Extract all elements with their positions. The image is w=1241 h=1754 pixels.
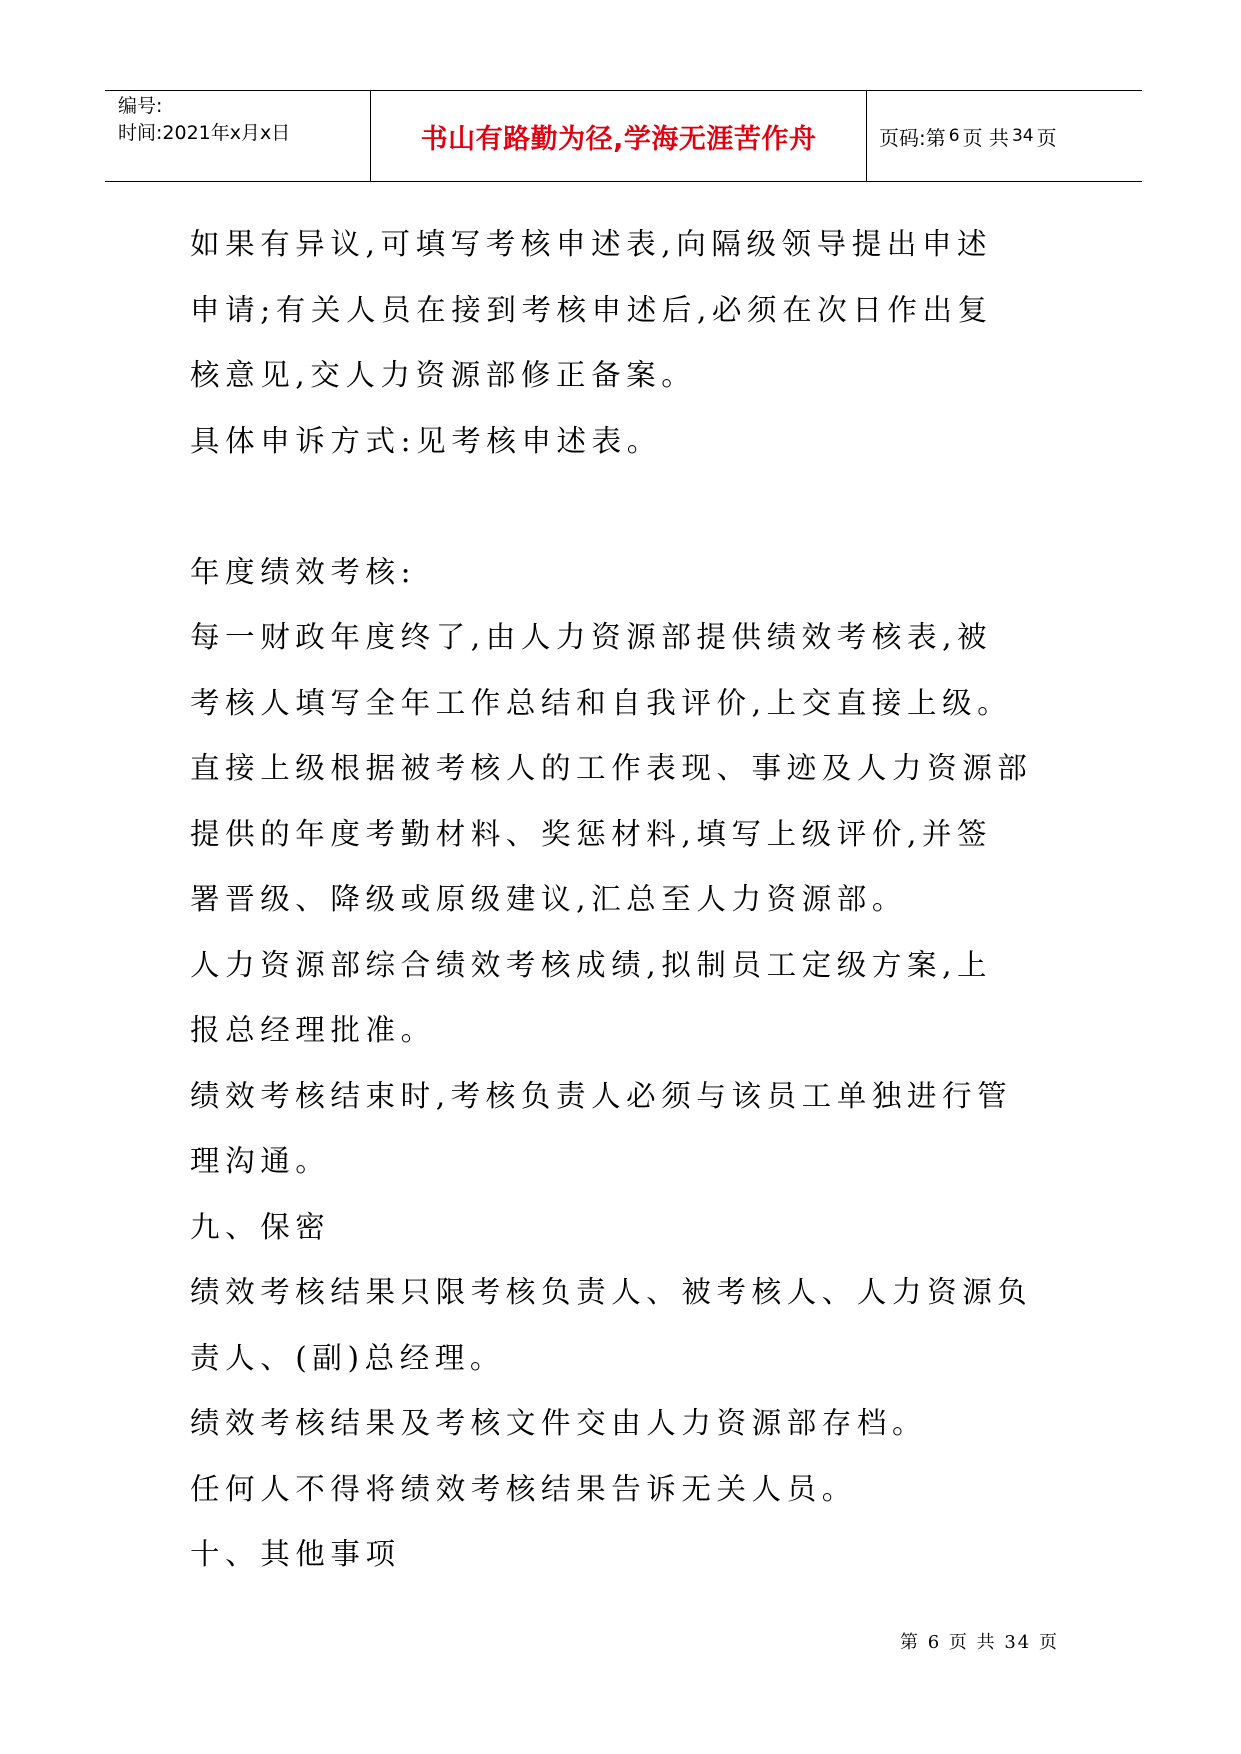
header-motto-cell <box>371 91 867 181</box>
body-text-line: 每一财政年度终了,由人力资源部提供绩效考核表,被 <box>190 620 993 654</box>
body-text-line: 理沟通。 <box>190 1144 331 1178</box>
header-page-cell <box>867 91 1142 181</box>
header-motto: 书山有路勤为径,学海无涯苦作舟 <box>420 123 817 155</box>
document-time: 时间:2021年x月x日 <box>118 122 291 144</box>
body-text-line: 责人、(副)总经理。 <box>190 1340 506 1375</box>
body-text-line: 年度绩效考核: <box>190 554 417 589</box>
body-text-line: 绩效考核结果及考核文件交由人力资源部存档。 <box>190 1406 928 1440</box>
page-current: 6 <box>948 126 960 146</box>
page-total: 34 <box>1011 126 1034 146</box>
body-text-line: 十、其他事项 <box>190 1537 401 1571</box>
header-meta-cell <box>105 91 371 181</box>
page-footer: 第 6 页 共 34 页 <box>900 1632 1059 1653</box>
page-suffix: 页 <box>1036 125 1057 150</box>
page-prefix: 页码:第 <box>879 125 946 150</box>
body-text-line: 提供的年度考勤材料、奖惩材料,填写上级评价,并签 <box>190 816 993 851</box>
page-middle: 页 共 <box>962 125 1009 150</box>
body-text-line: 绩效考核结果只限考核负责人、被考核人、人力资源负 <box>190 1275 1033 1309</box>
blank-line <box>190 474 1070 540</box>
document-number-label: 编号: <box>118 95 163 117</box>
body-text-line: 九、保密 <box>190 1209 331 1244</box>
body-text-line: 绩效考核结束时,考核负责人必须与该员工单独进行管 <box>190 1078 1013 1113</box>
body-text-line: 直接上级根据被考核人的工作表现、事迹及人力资源部 <box>190 751 1033 785</box>
body-text-line: 申请;有关人员在接到考核申述后,必须在次日作出复 <box>190 292 993 327</box>
body-text-line: 任何人不得将绩效考核结果告诉无关人员。 <box>190 1471 857 1506</box>
page-header <box>105 90 1142 182</box>
body-text-line: 如果有异议,可填写考核申述表,向隔级领导提出申述 <box>190 227 993 261</box>
body-text-line: 署晋级、降级或原级建议,汇总至人力资源部。 <box>190 882 907 916</box>
body-text-line: 人力资源部综合绩效考核成绩,拟制员工定级方案,上 <box>190 947 993 982</box>
body-text-line: 报总经理批准。 <box>190 1013 436 1047</box>
document-body <box>190 212 1070 1588</box>
body-text-line: 核意见,交人力资源部修正备案。 <box>190 358 697 392</box>
body-text-line: 考核人填写全年工作总结和自我评价,上交直接上级。 <box>190 685 1013 720</box>
body-text-line: 具体申诉方式:见考核申述表。 <box>190 423 662 458</box>
